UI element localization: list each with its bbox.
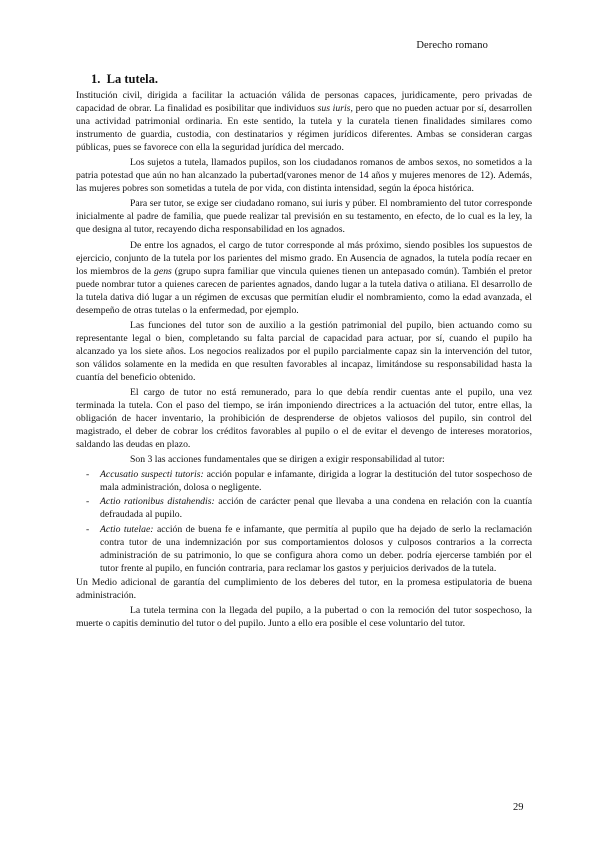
- list-item: [76, 495, 532, 521]
- latin-term: gens: [154, 265, 172, 277]
- action-term: Actio rationibus distahendis:: [100, 496, 215, 508]
- action-description: acción de buena fe e infamante, que permitía al pupilo que ha dejado de serlo la reclamación contra tutor de una indemnización por sus comportamientos dolosos y culposos contrarios a la correcta administración de su patrimonio, lo que se configura ahora como un deber. podría ejercerse también por el tutor frente al pupilo, en función contraria, para reclamar los gastos y perjuicios derivados de la tutela.: [100, 523, 532, 574]
- action-description: acción de carácter penal que llevaba a una condena en relación con la cuantía defraudada al pupilo.: [100, 496, 532, 521]
- paragraph-tutor-requirements: Para ser tutor, se exige ser ciudadano romano, sui iuris y púber. El nombramiento del tutor corresponde inicialmente al padre de familia, que puede realizar tal previsión en su testamento, en efecto, de lo cual es la ley, la que designa al tutor, recayendo dicha responsabilidad en los agnados.: [76, 198, 532, 236]
- paragraph-agnates: De entre los agnados, el cargo de tutor corresponde al más próximo, siendo posibles los supuestos de ejercicio, conjunto de la tutela por los parientes del mismo grado. En Ausencia de agnados, la tutela podía recaer en los miembros de la gens (grupo supra familiar que vincula quienes tienen un antepasado común). También el pretor puede nombrar tutor a quienes carecen de parientes agnados, dando lugar a la tutela dativa o atiliana. El desarrollo de la tutela dativa dió lugar a un régimen de excusas que permitían eludir el nombramiento, como la edad avanzada, el desempeño de otras tutelas o la enfermedad, por ejemplo.: [76, 239, 532, 316]
- page-number: 29: [513, 802, 524, 813]
- section-title: La tutela.: [106, 72, 159, 86]
- list-item: [76, 468, 532, 494]
- paragraph-termination: La tutela termina con la llegada del pupilo, a la pubertad o con la remoción del tutor sospechoso, la muerte o capitis deminutio del tutor o del pupilo. Junto a ello era posible el cese voluntario del tutor.: [76, 604, 532, 629]
- list-item: [76, 523, 532, 575]
- action-term: Actio tutelae:: [100, 523, 154, 535]
- action-term: Accusatio suspecti tutoris:: [100, 469, 204, 481]
- paragraph-pupils: Los sujetos a tutela, llamados pupilos, son los ciudadanos romanos de ambos sexos, no sometidos a la patria potestad que aún no han alcanzado la pubertad(varones menor de 14 años y mujeres menores de 12). Además, las mujeres pobres son sometidas a tutela de por vida, con distinta intensidad, según la época histórica.: [76, 157, 532, 195]
- paragraph-functions: Las funciones del tutor son de auxilio a la gestión patrimonial del pupilo, bien actuando como su representante legal o bien, completando su falta parcial de capacidad para actuar, por sí, cuando el pupilo ha alcanzado ya los siete años. Los negocios realizados por el pupilo parcialmente capaz sin la intervención del tutor, son válidos solamente en la medida en que resulten favorables al incapaz, limitándose su responsabilidad hasta la cuantía del beneficio obtenido.: [76, 319, 532, 383]
- action-description: acción popular e infamante, dirigida a lograr la destitución del tutor sospechoso de mala administración, dolosa o negligente.: [100, 469, 532, 494]
- latin-term: sus iuris,: [317, 103, 353, 115]
- paragraph-actions-intro: Son 3 las acciones fundamentales que se dirigen a exigir responsabilidad al tutor:: [130, 454, 445, 466]
- paragraph-remuneration: El cargo de tutor no está remunerado, para lo que debía rendir cuentas ante el pupilo, una vez terminada la tutela. Con el paso del tiempo, se irán imponiendo directrices a la actuación del tutor, entre ellas, la obligación de hacer inventario, la prohibición de desprenderse de objetos valiosos del pupilo, sin control del magistrado, el deber de cobrar los créditos favorables al pupilo o el de evitar el devengo de intereses moratorios, saldando las deudas en plazo.: [76, 387, 532, 451]
- paragraph-guarantee: Un Medio adicional de garantía del cumplimiento de los deberes del tutor, en la promesa estipulatoria de buena administración.: [76, 576, 532, 601]
- section-number: 1.: [91, 72, 101, 86]
- actions-list: [76, 468, 532, 574]
- page-body: [76, 72, 532, 632]
- section-heading: [91, 72, 532, 86]
- running-header: Derecho romano: [416, 40, 488, 51]
- paragraph-definition: Institución civil, dirigida a facilitar la actuación válida de personas capaces, juridicamente, pero privadas de capacidad de obrar. La finalidad es posibilitar que individuos sus iuris, pero que no pueden actuar por sí, desarrollen una actividad patrimonial ordinaria. En este sentido, la tutela y la curatela tienen finalidades similares como instrumento de guardia, custodia, con destinatarios y régimen jurídicos diferentes. Ambas se consideran cargas públicas, pues se favorece con ella la seguridad jurídica del mercado.: [76, 90, 532, 154]
